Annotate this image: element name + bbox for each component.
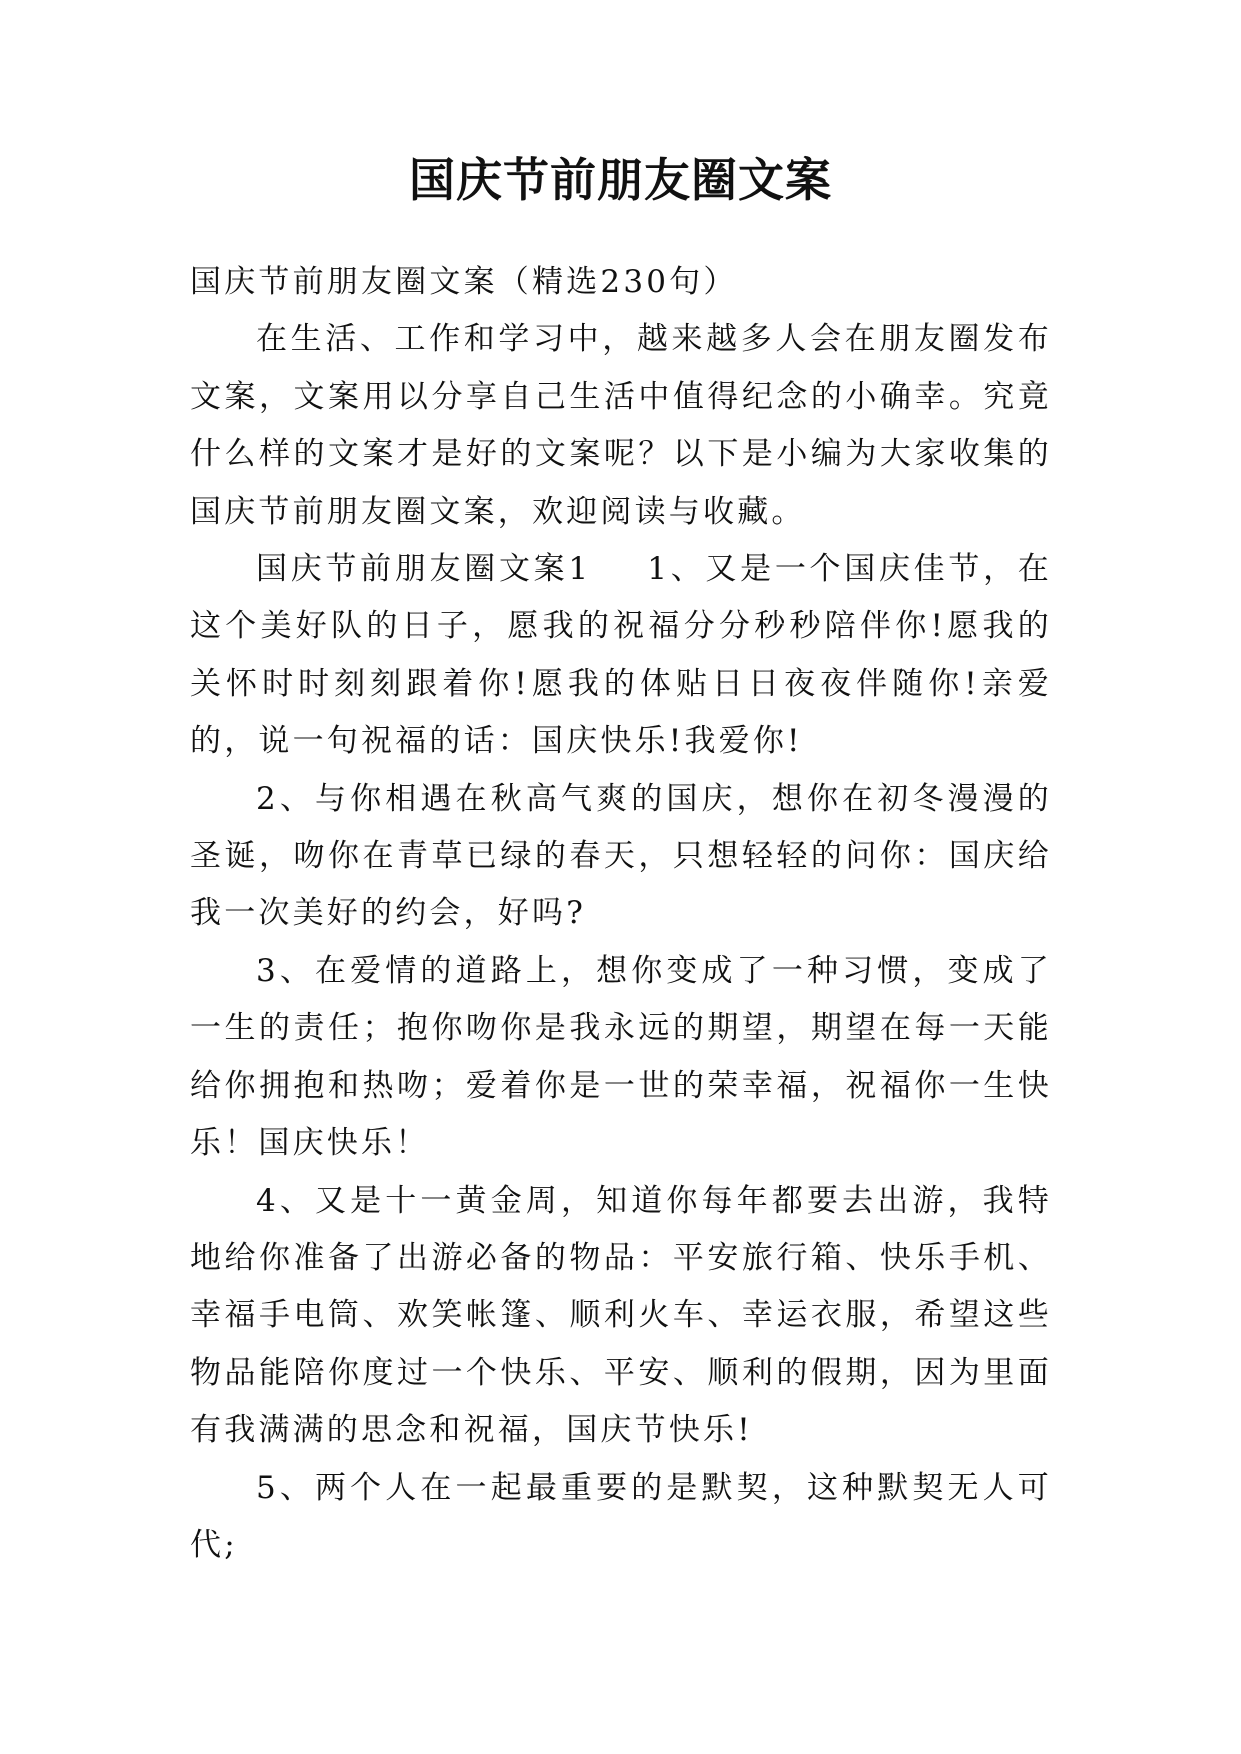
document-title: 国庆节前朋友圈文案 — [409, 153, 832, 207]
item-2-paragraph: 2、与你相遇在秋高气爽的国庆，想你在初冬漫漫的圣诞，吻你在青草已绿的春天，只想轻轻的问你：国庆给我一次美好的约会，好吗? — [190, 780, 1052, 932]
section-heading: 国庆节前朋友圈文案1 — [256, 551, 592, 588]
item-4-paragraph: 4、又是十一黄金周，知道你每年都要去出游，我特地给你准备了出游必备的物品：平安旅行箱、快乐手机、幸福手电筒、欢笑帐篷、顺利火车、幸运衣服，希望这些物品能陪你度过一个快乐、平安、顺利的假期，因为里面有我满满的思念和祝福，国庆节快乐! — [190, 1182, 1052, 1449]
item-5-paragraph: 5、两个人在一起最重要的是默契，这种默契无人可代; — [190, 1469, 1052, 1563]
intro-paragraph: 在生活、工作和学习中，越来越多人会在朋友圈发布文案，文案用以分享自己生活中值得纪念的小确幸。究竟什么样的文案才是好的文案呢？以下是小编为大家收集的国庆节前朋友圈文案，欢迎阅读与收藏。 — [190, 321, 1052, 530]
item-1-text: 1、又是一个国庆佳节，在这个美好队的日子，愿我的祝福分分秒秒陪伴你!愿我的关怀时时刻刻跟着你!愿我的体贴日日夜夜伴随你!亲爱的，说一句祝福的话：国庆快乐!我爱你! — [190, 551, 1052, 760]
document-body — [190, 254, 1052, 1574]
item-3-paragraph: 3、在爱情的道路上，想你变成了一种习惯，变成了一生的责任；抱你吻你是我永远的期望，期望在每一天能给你拥抱和热吻；爱着你是一世的荣幸福，祝福你一生快乐！国庆快乐！ — [190, 952, 1052, 1162]
subtitle-paragraph: 国庆节前朋友圈文案（精选230句） — [190, 264, 738, 300]
section-paragraph — [190, 541, 1052, 771]
